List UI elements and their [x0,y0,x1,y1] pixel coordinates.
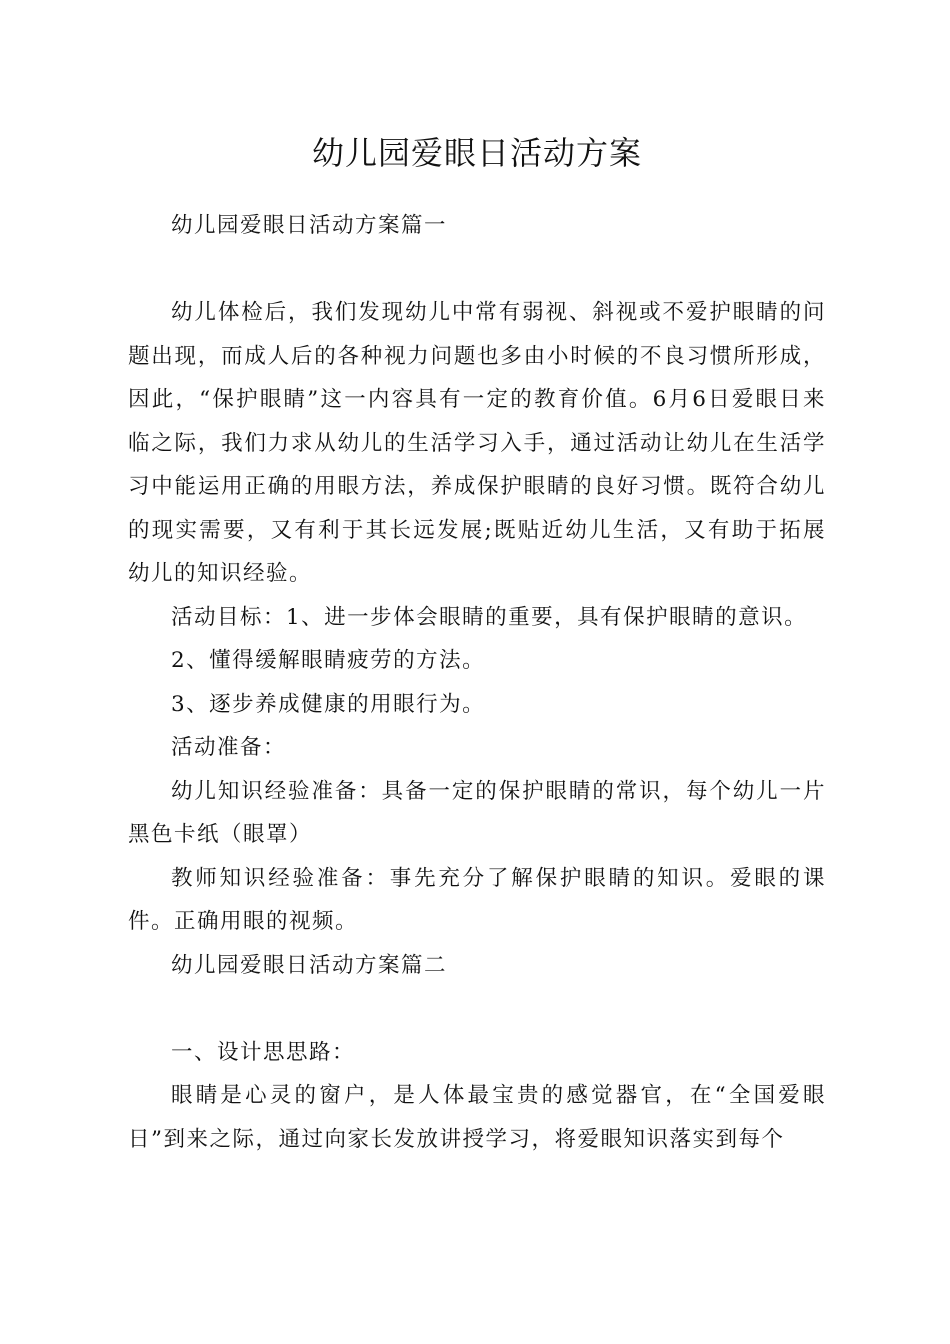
preparation-teacher: 教师知识经验准备：事先充分了解保护眼睛的知识。爱眼的课件。正确用眼的视频。 [128,865,826,934]
goal-1: 活动目标：1、进一步体会眼睛的重要，具有保护眼睛的意识。 [171,604,808,630]
document-title: 幼儿园爱眼日活动方案 [311,134,642,172]
goal-2: 2、懂得缓解眼睛疲劳的方法。 [171,648,486,673]
preparation-heading: 活动准备： [171,735,287,760]
blank-line [128,248,826,292]
paragraph-design: 眼睛是心灵的窗户，是人体最宝贵的感觉器官，在“全国爱眼日”到来之际，通过向家长发放讲授学习，将爱眼知识落实到每个 [128,1083,826,1152]
paragraph-intro: 幼儿体检后，我们发现幼儿中常有弱视、斜视或不爱护眼睛的问题出现，而成人后的各种视力问题也多由小时候的不良习惯所形成，因此，“保护眼睛”这一内容具有一定的教育价值。6月6日爱眼日来临之际，我们力求从幼儿的生活学习入手，通过活动让幼儿在生活学习中能运用正确的用眼方法，养成保护眼睛的良好习惯。既符合幼儿的现实需要，又有利于其长远发展;既贴近幼儿生活，又有助于拓展幼儿的知识经验。 [128,300,826,586]
design-heading: 一、设计思思路： [171,1039,356,1065]
section-heading-1: 幼儿园爱眼日活动方案篇一 [171,213,448,238]
document-body [128,204,826,1161]
section-heading-2: 幼儿园爱眼日活动方案篇二 [171,952,448,978]
preparation-child: 幼儿知识经验准备：具备一定的保护眼睛的常识，每个幼儿一片黑色卡纸（眼罩） [128,778,826,847]
goal-3: 3、逐步养成健康的用眼行为。 [171,691,486,717]
blank-line [128,987,826,1031]
